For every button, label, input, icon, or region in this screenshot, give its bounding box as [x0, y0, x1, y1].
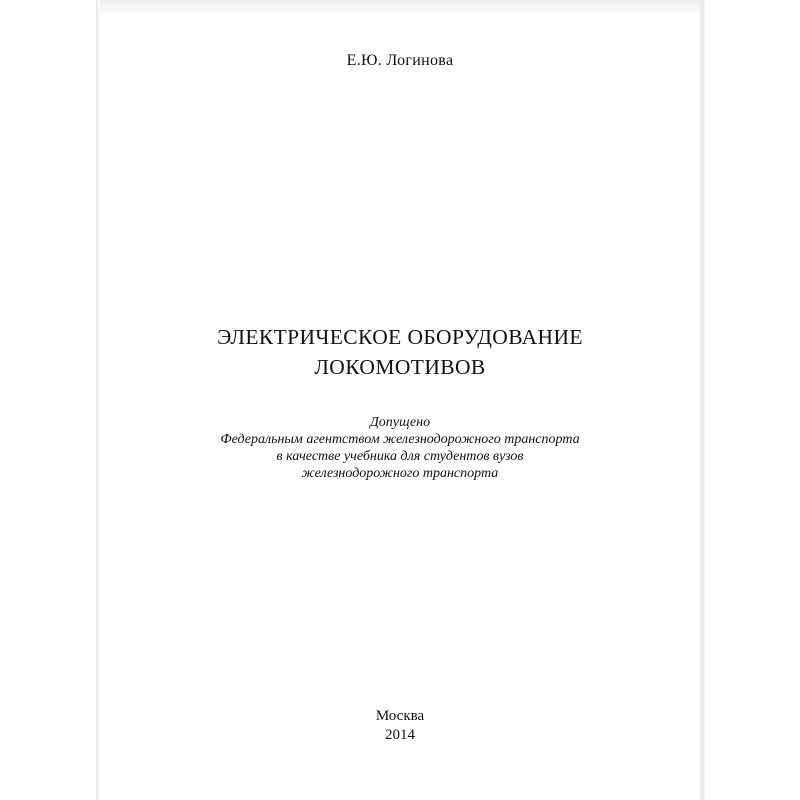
approval-line-2: Федеральным агентством железнодорожного транспорта	[220, 432, 580, 447]
publication-city: Москва	[375, 708, 425, 724]
book-title	[100, 322, 700, 382]
approval-line-3: в качестве учебника для студентов вузов	[276, 449, 524, 464]
approval-line-4: железнодорожного транспорта	[301, 466, 499, 481]
book-title-line-1: ЭЛЕКТРИЧЕСКОЕ ОБОРУДОВАНИЕ	[217, 325, 583, 349]
approval-line-1: Допущено	[369, 415, 431, 430]
publication-info	[100, 707, 700, 745]
publication-year: 2014	[385, 727, 415, 743]
title-page	[100, 0, 700, 800]
author-name: Е.Ю. Логинова	[346, 52, 454, 69]
approval-note	[100, 414, 700, 482]
book-title-line-2: ЛОКОМОТИВОВ	[314, 355, 486, 379]
